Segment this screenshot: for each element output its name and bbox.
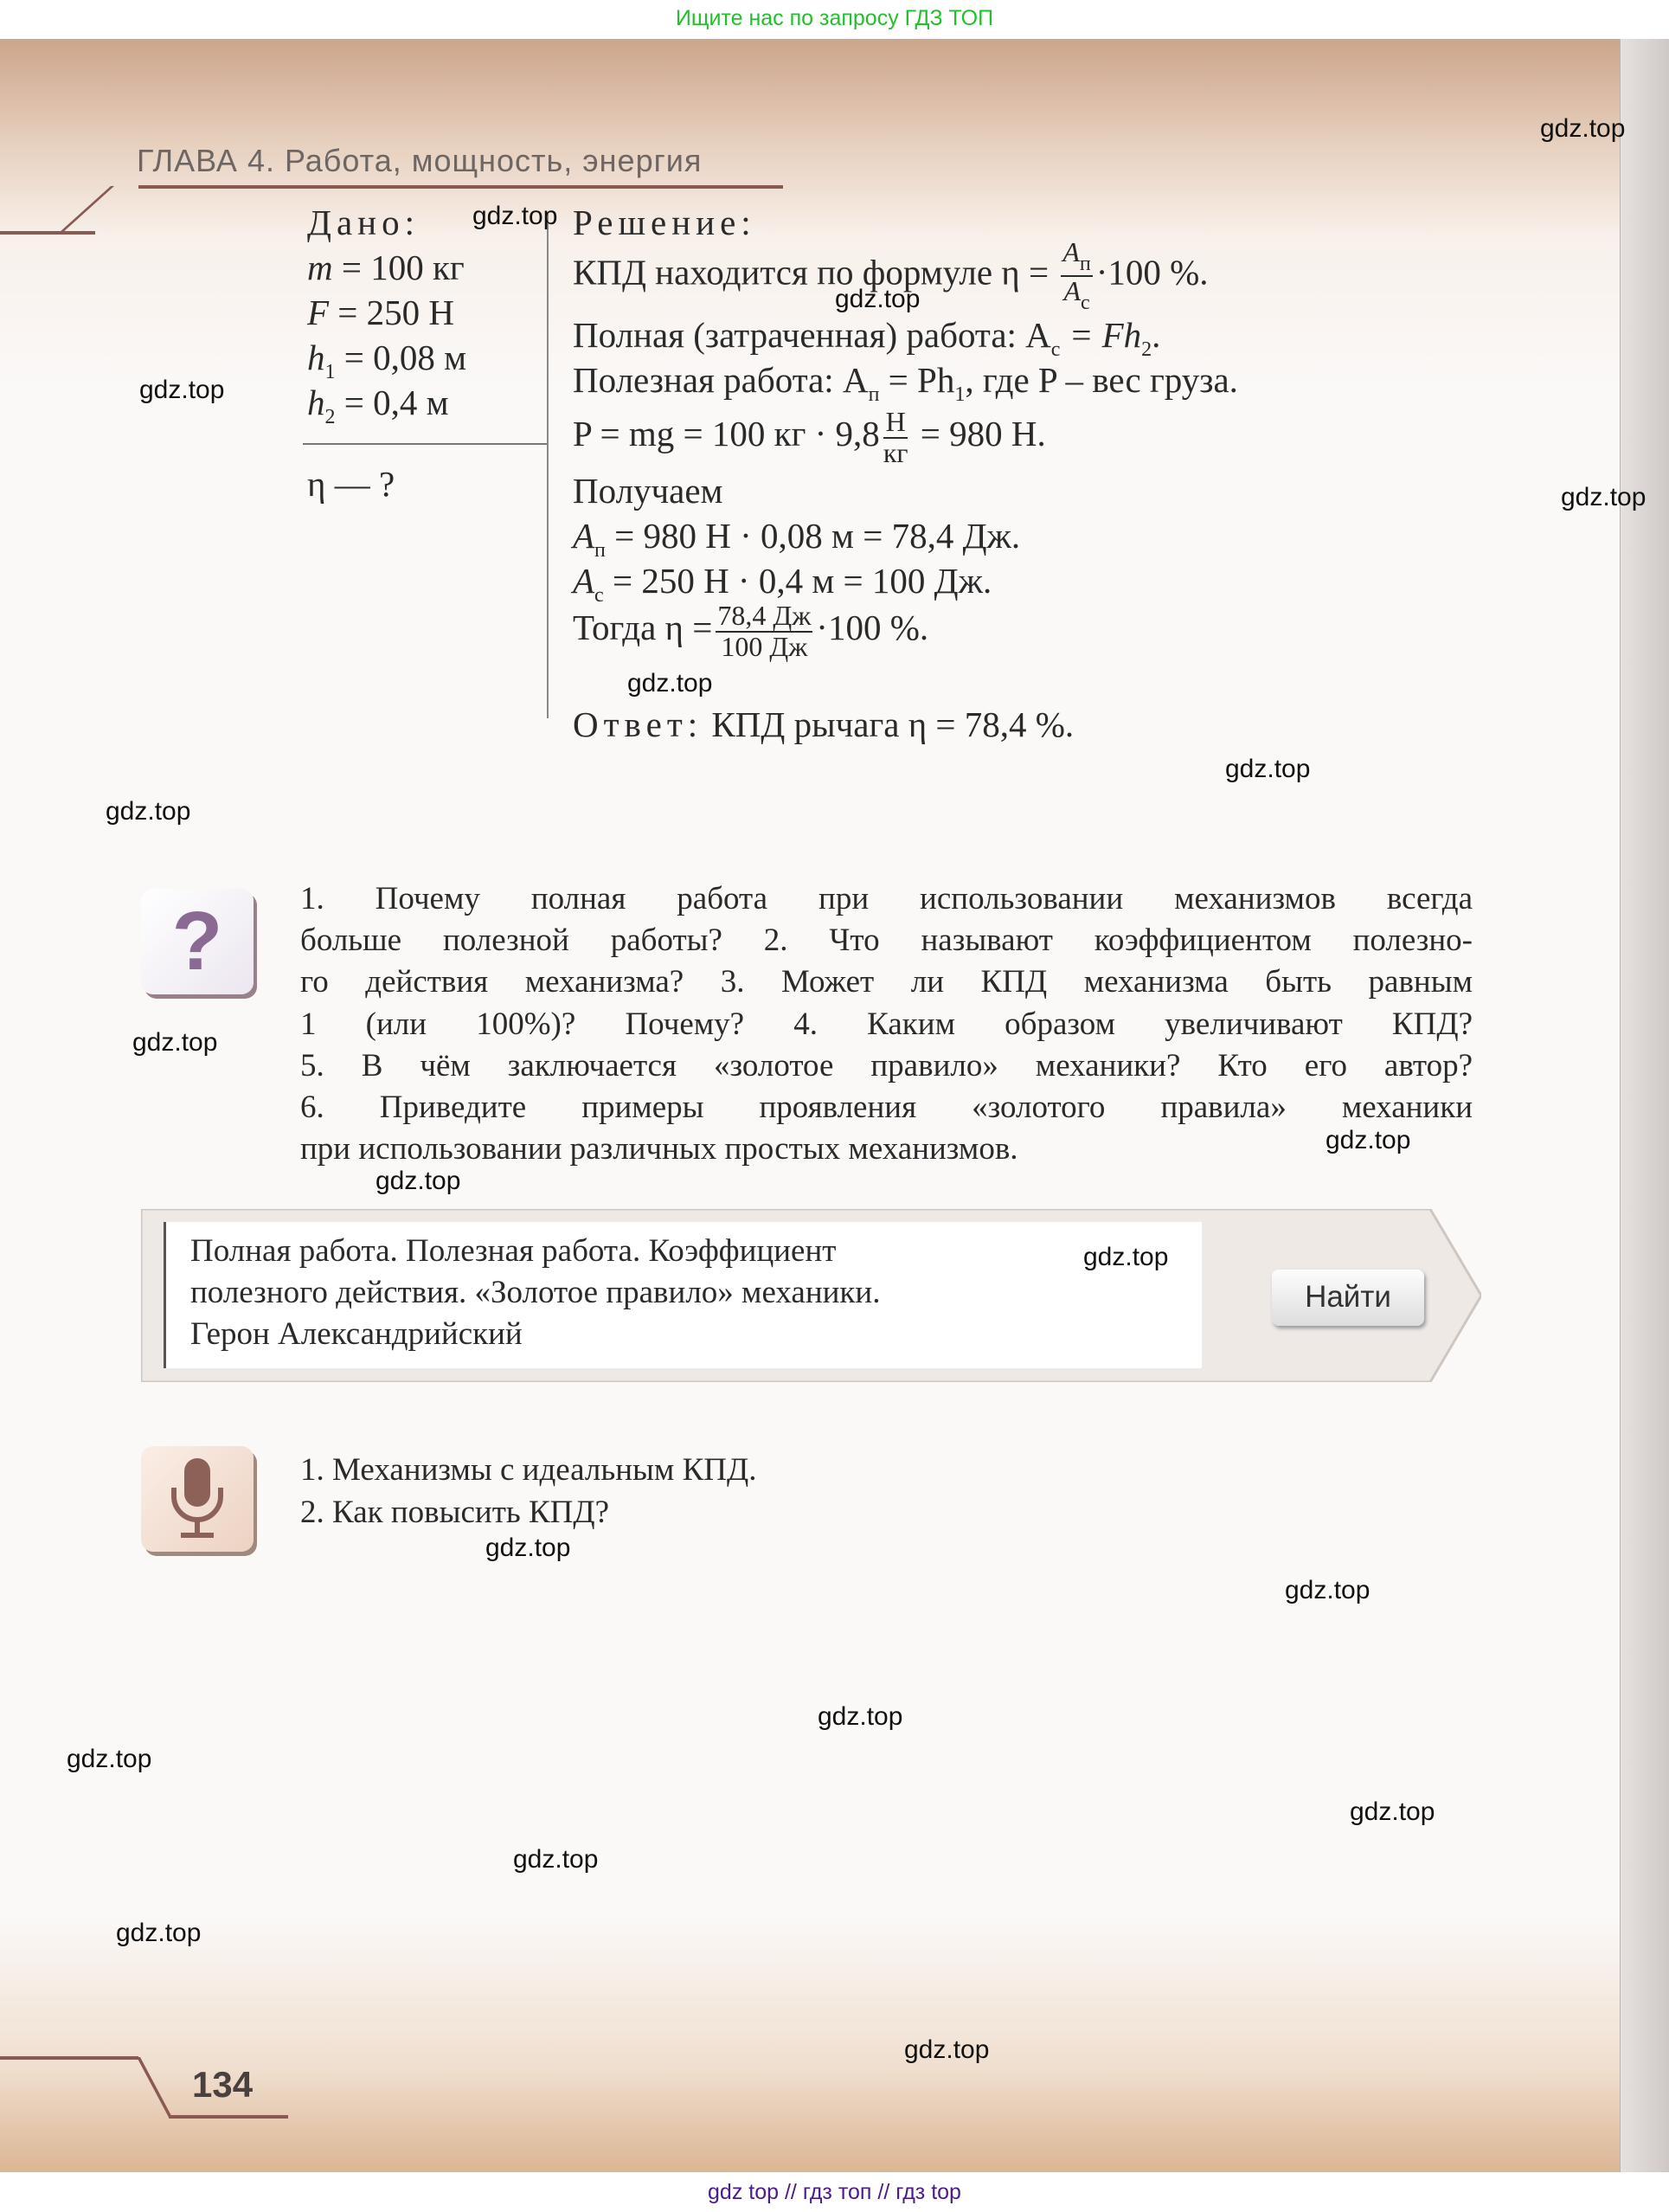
- discussion-item: 1. Механизмы с идеальным КПД.: [300, 1452, 757, 1488]
- question-line: при использовании различных простых механизмов.: [300, 1131, 1018, 1167]
- question-line: 5. В чём заключается «золотое правило» механики? Кто его автор?: [300, 1047, 1473, 1083]
- unit-fraction: $\frac{Н}{кг}$: [883, 406, 908, 468]
- watermark: gdz.top: [139, 376, 225, 404]
- watermark: gdz.top: [627, 669, 713, 698]
- watermark: gdz.top: [132, 1028, 218, 1057]
- solution-answer: Ответ: КПД рычага η = 78,4 %.: [573, 704, 1075, 744]
- given-F-value: = 250 Н: [337, 293, 455, 332]
- watermark: gdz.top: [106, 797, 191, 826]
- solution-line-3: Полезная работа: $A_п = Ph_1$, где P – вес груза.: [573, 360, 1238, 406]
- watermark: gdz.top: [67, 1745, 152, 1773]
- given-h2: $h_2 = 0,4$ м: [307, 383, 449, 428]
- watermark: gdz.top: [1326, 1126, 1411, 1154]
- question-line: 1 (или 100%)? Почему? 4. Каким образом увеличивают КПД?: [300, 1006, 1473, 1042]
- search-keywords-line: полезного действия. «Золотое правило» механики.: [190, 1275, 881, 1310]
- solution-line-8: Тогда η = $\frac{78,4 Дж}{100 Дж}$ ·100 %.: [573, 600, 929, 662]
- microphone-icon: [141, 1446, 254, 1552]
- solution-line-5: Получаем: [573, 471, 723, 511]
- result-fraction: $\frac{78,4 Дж}{100 Дж}$: [717, 600, 812, 662]
- solution-heading: Решение:: [573, 203, 756, 242]
- watermark: gdz.top: [116, 1919, 202, 1947]
- bottom-banner: gdz top // гдз топ // гдз top: [0, 2172, 1669, 2212]
- given-m: m = 100 кг: [307, 248, 465, 287]
- watermark: gdz.top: [472, 202, 558, 230]
- watermark: gdz.top: [835, 285, 921, 313]
- find-button[interactable]: Найти: [1272, 1270, 1424, 1326]
- solution-line-2: Полная (затраченная) работа: $A_с = Fh_2$.: [573, 315, 1161, 361]
- footer-line-right: [169, 2115, 288, 2119]
- given-F: F = 250 Н: [307, 293, 455, 332]
- efficiency-fraction: $\frac{A_п}{A_с}$: [1062, 236, 1091, 315]
- solution-line-6: $A_п = 980$ Н · 0,08 м = 78,4 Дж.: [573, 516, 1021, 562]
- watermark: gdz.top: [485, 1534, 571, 1562]
- given-divider: [303, 443, 548, 445]
- watermark: gdz.top: [1285, 1576, 1371, 1604]
- watermark: gdz.top: [513, 1845, 599, 1874]
- search-keywords-line: Герон Александрийский: [190, 1316, 523, 1352]
- page-number: 134: [192, 2064, 254, 2105]
- question-line: 1. Почему полная работа при использовании механизмов всегда: [300, 881, 1473, 916]
- watermark: gdz.top: [1225, 755, 1311, 783]
- search-keywords-line: Полная работа. Полезная работа. Коэффициент: [190, 1233, 837, 1269]
- solution-line-4: P = mg = 100 кг · 9,8 $\frac{Н}{кг}$ = 980 Н.: [573, 406, 1046, 468]
- given-heading: Дано:: [307, 203, 420, 242]
- question-line: больше полезной работы? 2. Что называют коэффициентом полезно-: [300, 923, 1473, 959]
- question-line: го действия механизма? 3. Может ли КПД механизма быть равным: [300, 964, 1473, 1000]
- textbook-page: [0, 39, 1669, 2172]
- watermark: gdz.top: [376, 1167, 461, 1195]
- header-underline: [138, 185, 783, 189]
- formula-tail: ·100 %.: [1095, 252, 1209, 293]
- watermark: gdz.top: [818, 1702, 903, 1731]
- footer-line-left: [0, 2056, 138, 2060]
- page-edge: [1620, 39, 1669, 2172]
- watermark: gdz.top: [1350, 1797, 1435, 1826]
- watermark: gdz.top: [1561, 483, 1647, 511]
- question-icon: ?: [141, 889, 254, 994]
- header-diagonal: [57, 186, 114, 235]
- top-banner: Ищите нас по запросу ГДЗ ТОП: [0, 0, 1669, 39]
- given-find: η — ?: [307, 464, 395, 504]
- questions-block: [300, 878, 1473, 1170]
- search-keywords-field[interactable]: [164, 1222, 1202, 1368]
- given-h2-value: = 0,4 м: [343, 383, 449, 422]
- given-m-value: = 100 кг: [341, 248, 465, 287]
- question-line: 6. Приведите примеры проявления «золотого правила» механики: [300, 1090, 1473, 1126]
- footer-diagonal: [137, 2057, 172, 2118]
- given-solution-divider: [547, 212, 549, 718]
- formula-text: КПД находится по формуле η =: [573, 252, 1050, 293]
- watermark: gdz.top: [1083, 1243, 1169, 1271]
- solution-line-7: $A_с = 250$ Н · 0,4 м = 100 Дж.: [573, 561, 992, 607]
- given-h1-value: = 0,08 м: [343, 338, 467, 377]
- discussion-item: 2. Как повысить КПД?: [300, 1495, 610, 1530]
- header-left-line: [0, 231, 95, 235]
- watermark: gdz.top: [904, 2035, 990, 2064]
- given-h1: $h_1 = 0,08$ м: [307, 338, 467, 383]
- chapter-title: ГЛАВА 4. Работа, мощность, энергия: [137, 143, 703, 178]
- watermark: gdz.top: [1540, 114, 1626, 143]
- keyword-search-panel: [141, 1209, 1481, 1382]
